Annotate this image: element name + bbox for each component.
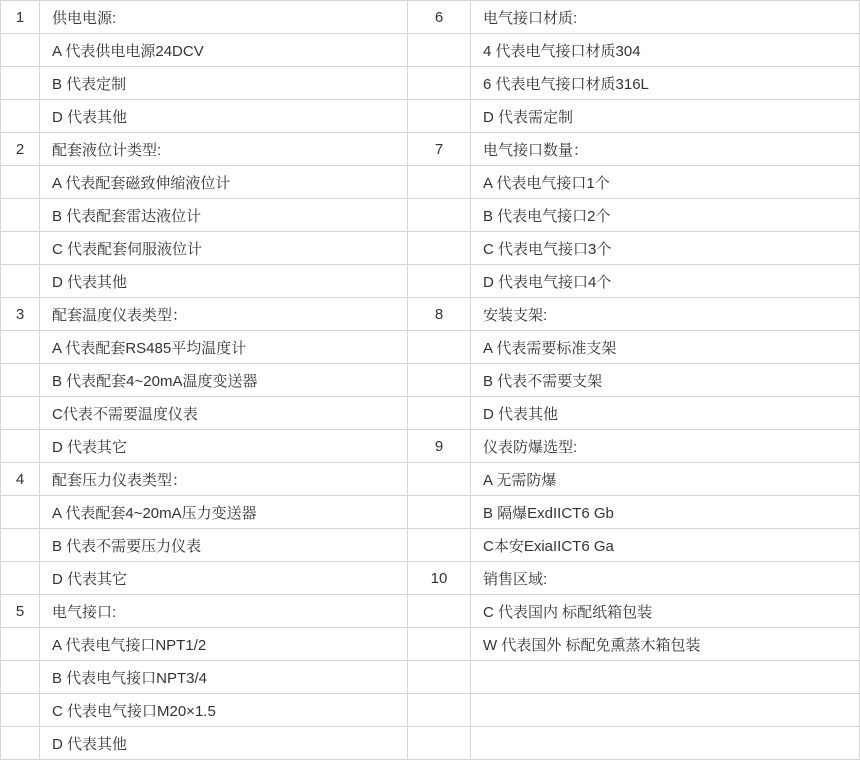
section-header-row (408, 1, 859, 34)
section-header-row (1, 1, 407, 34)
section-title: 电气接口材质: (483, 9, 578, 27)
row-number-cell (408, 661, 471, 693)
option-row (1, 265, 407, 298)
option-text: C本安ExiaIICT6 Ga (483, 537, 614, 555)
option-text: C代表不需要温度仪表 (52, 405, 198, 423)
row-number-cell (408, 199, 471, 231)
option-row (1, 727, 407, 759)
row-number-cell (408, 397, 471, 429)
option-row (408, 67, 859, 100)
row-number-cell (408, 67, 471, 99)
option-text: B 隔爆ExdIICT6 Gb (483, 504, 614, 522)
row-number-cell (408, 463, 471, 495)
option-text: D 代表电气接口4个 (483, 273, 612, 291)
option-row (408, 100, 859, 133)
option-text: A 代表需要标准支架 (483, 339, 617, 357)
row-number-cell (1, 727, 40, 759)
row-number-cell (408, 694, 471, 726)
option-text: A 代表配套4~20mA压力变送器 (52, 504, 257, 522)
row-number-cell: 3 (1, 298, 40, 330)
option-text: A 无需防爆 (483, 471, 557, 489)
option-row (408, 166, 859, 199)
option-text: B 代表电气接口NPT3/4 (52, 669, 208, 687)
row-number-cell (1, 430, 40, 462)
option-text: 4 代表电气接口材质304 (483, 42, 641, 60)
option-text: A 代表配套磁致伸缩液位计 (52, 174, 231, 192)
row-number-cell: 2 (1, 133, 40, 165)
option-row (1, 34, 407, 67)
option-text (471, 727, 859, 759)
section-title: 安装支架: (483, 306, 548, 324)
row-number-cell (1, 34, 40, 66)
row-number-cell (408, 529, 471, 561)
row-number-cell (1, 166, 40, 198)
row-number-cell (1, 628, 40, 660)
section-header-row (1, 463, 407, 496)
section-title: 电气接口: (52, 603, 117, 621)
section-header-row (1, 595, 407, 628)
row-number-cell: 8 (408, 298, 471, 330)
row-number-cell (408, 496, 471, 528)
option-text: D 代表需定制 (483, 108, 574, 126)
section-title: 配套液位计类型: (52, 141, 162, 159)
option-text: A 代表电气接口NPT1/2 (52, 636, 207, 654)
option-text: D 代表其它 (52, 570, 128, 588)
option-text: B 代表不需要压力仪表 (52, 537, 202, 555)
section-title: 配套温度仪表类型： (52, 306, 188, 324)
option-row (408, 727, 859, 759)
option-row (1, 430, 407, 463)
option-row (1, 331, 407, 364)
option-text (471, 661, 859, 693)
row-number-cell (1, 496, 40, 528)
row-number-cell (1, 331, 40, 363)
option-text: A 代表配套RS485平均温度计 (52, 339, 247, 357)
option-row (1, 628, 407, 661)
row-number-cell (408, 265, 471, 297)
option-row (408, 694, 859, 727)
row-number-cell (1, 67, 40, 99)
option-text: A 代表电气接口1个 (483, 174, 610, 192)
section-header-row (408, 298, 859, 331)
row-number-cell: 5 (1, 595, 40, 627)
section-title: 配套压力仪表类型： (52, 471, 188, 489)
option-text: B 代表电气接口2个 (483, 207, 611, 225)
option-row (408, 628, 859, 661)
option-row (408, 595, 859, 628)
option-row (408, 463, 859, 496)
section-header-row (408, 562, 859, 595)
option-row (1, 496, 407, 529)
row-number-cell (408, 34, 471, 66)
option-text: D 代表其它 (52, 438, 128, 456)
row-number-cell (408, 232, 471, 264)
row-number-cell (408, 595, 471, 627)
option-row (1, 661, 407, 694)
option-text: B 代表定制 (52, 75, 127, 93)
option-text (471, 694, 859, 726)
option-row (408, 232, 859, 265)
row-number-cell (408, 100, 471, 132)
section-header-row (408, 133, 859, 166)
section-title: 销售区域: (483, 570, 548, 588)
option-text: D 代表其他 (483, 405, 559, 423)
option-row (1, 694, 407, 727)
row-number-cell (1, 232, 40, 264)
row-number-cell (1, 562, 40, 594)
row-number-cell (1, 397, 40, 429)
row-number-cell (1, 661, 40, 693)
option-text: W 代表国外 标配免熏蒸木箱包装 (483, 636, 701, 654)
option-row (408, 529, 859, 562)
option-row (1, 562, 407, 595)
option-row (408, 364, 859, 397)
option-text: B 代表不需要支架 (483, 372, 603, 390)
option-row (408, 397, 859, 430)
option-row (1, 529, 407, 562)
row-number-cell (408, 727, 471, 759)
option-row (1, 397, 407, 430)
option-text: C 代表配套伺服液位计 (52, 240, 203, 258)
section-header-row (1, 133, 407, 166)
option-text: A 代表供电电源24DCV (52, 42, 204, 60)
row-number-cell (1, 529, 40, 561)
option-row (1, 166, 407, 199)
row-number-cell (1, 265, 40, 297)
option-row (408, 265, 859, 298)
option-row (408, 661, 859, 694)
option-text: C 代表国内 标配纸箱包装 (483, 603, 653, 621)
right-column (408, 1, 859, 759)
row-number-cell: 9 (408, 430, 471, 462)
option-row (408, 199, 859, 232)
option-text: B 代表配套4~20mA温度变送器 (52, 372, 258, 390)
row-number-cell (408, 364, 471, 396)
option-text: D 代表其他 (52, 735, 128, 753)
row-number-cell: 6 (408, 1, 471, 33)
section-title: 电气接口数量： (483, 141, 589, 159)
row-number-cell (1, 199, 40, 231)
option-row (1, 199, 407, 232)
section-title: 供电电源: (52, 9, 117, 27)
option-text: D 代表其他 (52, 273, 128, 291)
row-number-cell (408, 331, 471, 363)
option-row (408, 34, 859, 67)
option-text: C 代表电气接口3个 (483, 240, 612, 258)
section-title: 仪表防爆选型: (483, 438, 578, 456)
option-row (1, 67, 407, 100)
row-number-cell: 7 (408, 133, 471, 165)
row-number-cell (408, 628, 471, 660)
section-header-row (408, 430, 859, 463)
option-row (1, 100, 407, 133)
option-row (408, 496, 859, 529)
row-number-cell (408, 166, 471, 198)
option-text: 6 代表电气接口材质316L (483, 75, 649, 93)
row-number-cell (1, 694, 40, 726)
row-number-cell (1, 364, 40, 396)
option-row (1, 364, 407, 397)
option-text: D 代表其他 (52, 108, 128, 126)
section-header-row (1, 298, 407, 331)
row-number-cell: 1 (1, 1, 40, 33)
left-column (1, 1, 408, 759)
row-number-cell: 10 (408, 562, 471, 594)
option-text: B 代表配套雷达液位计 (52, 207, 202, 225)
option-row (408, 331, 859, 364)
option-row (1, 232, 407, 265)
row-number-cell (1, 100, 40, 132)
row-number-cell: 4 (1, 463, 40, 495)
option-text: C 代表电气接口M20×1.5 (52, 702, 216, 720)
